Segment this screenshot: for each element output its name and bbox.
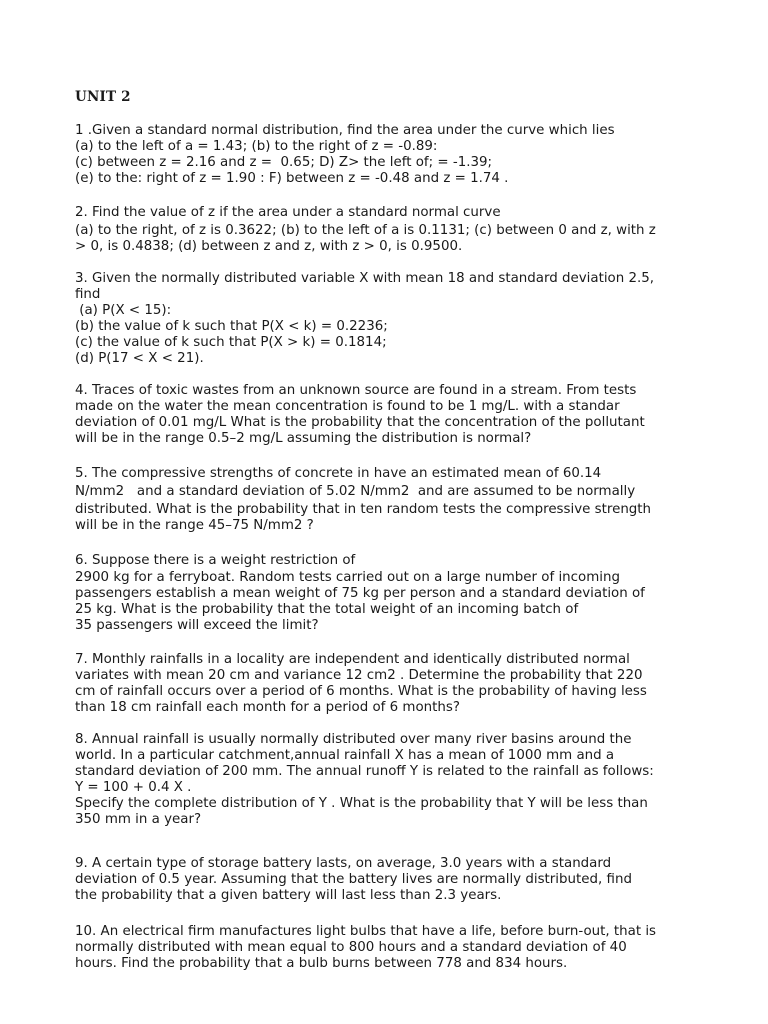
- text-line: N/mm2 and a standard deviation of 5.02 N/mm2 and are assumed to be normally: [75, 484, 636, 499]
- text-line: cm of rainfall occurs over a period of 6 months. What is the probability of having less: [75, 684, 647, 699]
- text-line: (a) to the left of a = 1.43; (b) to the right of z = -0.89:: [75, 139, 438, 154]
- text-line: than 18 cm rainfall each month for a period of 6 months?: [75, 700, 460, 715]
- text-line: passengers establish a mean weight of 75 kg per person and a standard deviation of: [75, 586, 645, 601]
- text-line: the probability that a given battery will last less than 2.3 years.: [75, 888, 502, 903]
- text-line: world. In a particular catchment,annual rainfall X has a mean of 1000 mm and a: [75, 748, 615, 763]
- text-line: deviation of 0.5 year. Assuming that the battery lives are normally distributed, find: [75, 872, 632, 887]
- text-line: 2900 kg for a ferryboat. Random tests carried out on a large number of incoming: [75, 570, 620, 585]
- text-line: 9. A certain type of storage battery lasts, on average, 3.0 years with a standard: [75, 856, 612, 871]
- text-line: deviation of 0.01 mg/L What is the probability that the concentration of the pollutant: [75, 415, 645, 430]
- text-line: 1 .Given a standard normal distribution, find the area under the curve which lies: [75, 123, 615, 138]
- text-line: Specify the complete distribution of Y . What is the probability that Y will be less than: [75, 796, 648, 811]
- text-line: (d) P(17 < X < 21).: [75, 351, 204, 366]
- text-line: 35 passengers will exceed the limit?: [75, 618, 319, 633]
- text-line: 25 kg. What is the probability that the total weight of an incoming batch of: [75, 602, 579, 617]
- text-line: 4. Traces of toxic wastes from an unknown source are found in a stream. From tests: [75, 383, 637, 398]
- text-line: (b) the value of k such that P(X < k) = 0.2236;: [75, 319, 388, 334]
- text-line: normally distributed with mean equal to 800 hours and a standard deviation of 40: [75, 940, 627, 955]
- text-line: Y = 100 + 0.4 X .: [75, 780, 192, 795]
- text-line: (e) to the: right of z = 1.90 : F) between z = -0.48 and z = 1.74 .: [75, 171, 509, 186]
- text-line: 6. Suppose there is a weight restriction of: [75, 553, 356, 568]
- text-line: (a) to the right, of z is 0.3622; (b) to the left of a is 0.1131; (c) between 0 and z, with z: [75, 223, 656, 238]
- text-line: 10. An electrical firm manufactures light bulbs that have a life, before burn-out, that is: [75, 924, 657, 939]
- text-line: 7. Monthly rainfalls in a locality are independent and identically distributed normal: [75, 652, 630, 667]
- text-line: > 0, is 0.4838; (d) between z and z, with z > 0, is 0.9500.: [75, 239, 463, 254]
- text-line: 350 mm in a year?: [75, 812, 202, 827]
- text-line: (c) the value of k such that P(X > k) = 0.1814;: [75, 335, 387, 350]
- text-line: standard deviation of 200 mm. The annual runoff Y is related to the rainfall as follows:: [75, 764, 654, 779]
- text-line: 5. The compressive strengths of concrete in have an estimated mean of 60.14: [75, 466, 602, 481]
- text-line: (c) between z = 2.16 and z = 0.65; D) Z> the left of; = -1.39;: [75, 155, 493, 170]
- unit-title: UNIT 2: [75, 89, 131, 105]
- text-line: 8. Annual rainfall is usually normally distributed over many river basins around the: [75, 732, 632, 747]
- text-line: 2. Find the value of z if the area under a standard normal curve: [75, 205, 501, 220]
- text-line: variates with mean 20 cm and variance 12 cm2 . Determine the probability that 220: [75, 668, 643, 683]
- text-line: find: [75, 287, 101, 302]
- text-line: distributed. What is the probability that in ten random tests the compressive strength: [75, 502, 652, 517]
- text-line: made on the water the mean concentration is found to be 1 mg/L. with a standar: [75, 399, 620, 414]
- text-line: (a) P(X < 15):: [75, 303, 172, 318]
- text-line: will be in the range 0.5–2 mg/L assuming the distribution is normal?: [75, 431, 532, 446]
- text-line: 3. Given the normally distributed variable X with mean 18 and standard deviation 2.5,: [75, 271, 655, 286]
- text-line: will be in the range 45–75 N/mm2 ?: [75, 518, 314, 533]
- text-line: hours. Find the probability that a bulb burns between 778 and 834 hours.: [75, 956, 568, 971]
